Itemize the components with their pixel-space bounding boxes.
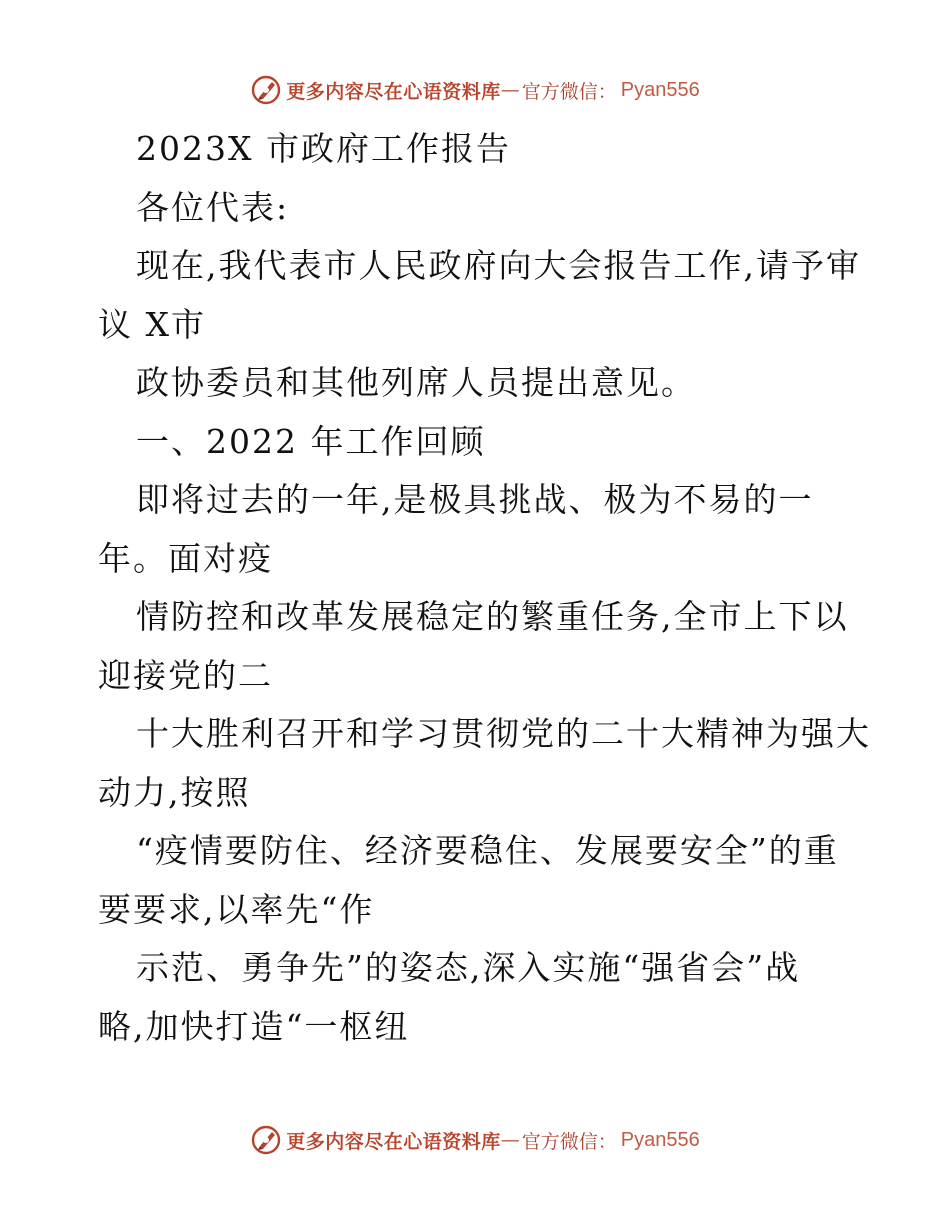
paragraph-line: 即将过去的一年,是极具挑战、极为不易的一 xyxy=(136,480,814,519)
paragraph-line: 示范、勇争先”的姿态,深入实施“强省会”战 xyxy=(136,948,801,987)
paragraph-line: 现在,我代表市人民政府向大会报告工作,请予审 xyxy=(136,246,861,285)
watermark-official: 官方微信： xyxy=(521,1130,617,1153)
paragraph-line: 动力,按照 xyxy=(98,772,251,812)
pen-logo-icon xyxy=(250,74,282,106)
paragraph-line: 情防控和改革发展稳定的繁重任务,全市上下以 xyxy=(136,597,849,636)
watermark-id: Pyan556 xyxy=(620,78,700,101)
pen-logo-icon xyxy=(250,1124,282,1156)
paragraph-line: 要要求,以率先“作 xyxy=(98,889,375,929)
watermark-official: 官方微信： xyxy=(521,80,617,103)
section-heading: 一、2022 年工作回顾 xyxy=(136,421,486,461)
paragraph-line: 迎接党的二 xyxy=(98,655,273,695)
document-body xyxy=(98,120,898,1056)
paragraph-line: 议 X市 xyxy=(98,304,206,344)
watermark-text: 更多内容尽在心语资料库 xyxy=(286,80,501,103)
paragraph-line: 年。面对疫 xyxy=(98,538,273,578)
paragraph-line: 十大胜利召开和学习贯彻党的二十大精神为强大 xyxy=(136,714,871,753)
paragraph-line: “疫情要防住、经济要稳住、发展要安全”的重 xyxy=(136,831,839,870)
footer-watermark xyxy=(0,1120,950,1160)
paragraph-line: 政协委员和其他列席人员提出意见。 xyxy=(136,363,696,402)
salutation: 各位代表: xyxy=(136,187,290,227)
watermark-dash: — xyxy=(500,79,520,101)
watermark-id: Pyan556 xyxy=(620,1128,700,1151)
watermark-dash: — xyxy=(500,1129,520,1151)
watermark-text: 更多内容尽在心语资料库 xyxy=(286,1130,501,1153)
doc-title: 2023X 市政府工作报告 xyxy=(136,129,511,168)
paragraph-line: 略,加快打造“一枢纽 xyxy=(98,1006,410,1046)
header-watermark xyxy=(0,70,950,110)
